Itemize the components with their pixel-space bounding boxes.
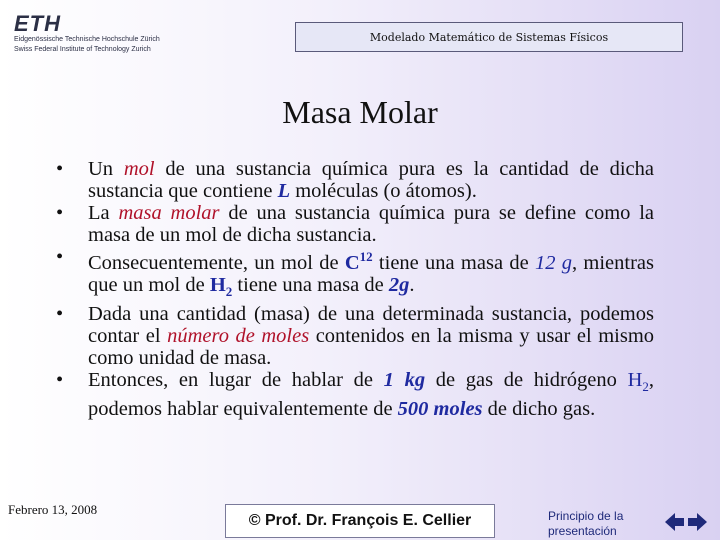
bullet-text: , podemos hablar equivalentemente de (88, 368, 654, 421)
amount-500-moles: 500 moles (397, 398, 483, 421)
slide-title: Masa Molar (282, 94, 438, 130)
term-numero-de-moles: número de moles (167, 324, 310, 347)
copyright-box (225, 504, 495, 538)
presentation-date: Febrero 13, 2008 (8, 502, 98, 517)
start-of-presentation-link[interactable]: Principio de la presentación (548, 509, 624, 538)
mass-2g: 2g (388, 273, 410, 296)
bullet-molar-mass-definition (56, 202, 654, 246)
hydrogen-subscript: 2 (225, 283, 233, 299)
hydrogen-symbol: H (627, 368, 643, 391)
term-avogadro-L: L (277, 180, 291, 202)
course-title-box (295, 22, 683, 52)
bullet-text: tiene una masa de (372, 251, 535, 274)
carbon-symbol: C (344, 251, 360, 274)
bullet-text: . (409, 273, 415, 296)
bullet-text: La (88, 202, 119, 224)
copyright-text: © Prof. Dr. François E. Cellier (248, 512, 472, 529)
mass-1kg: 1 kg (383, 368, 426, 391)
bullet-number-of-moles (56, 303, 654, 369)
bullet-marker: • (56, 202, 64, 224)
bullet-text: Entonces, en lugar de hablar de (88, 368, 384, 391)
eth-logo-line-german: Eidgenössische Technische Hochschule Zürich (14, 36, 160, 43)
eth-logo-mark: ETH (14, 11, 61, 36)
eth-logo-line-english: Swiss Federal Institute of Technology Zurich (14, 46, 151, 53)
bullet-hydrogen-example (56, 369, 654, 420)
bullet-text: , mientras que un mol de (88, 251, 654, 296)
term-masa-molar: masa molar (118, 202, 220, 224)
bullet-text: tiene una masa de (232, 273, 389, 296)
carbon-isotope: 12 (359, 249, 373, 264)
bullet-text: Un (88, 158, 124, 180)
bullet-list (56, 158, 654, 420)
bullet-text: de una sustancia química pura es la cantidad de dicha sustancia que contiene (88, 158, 654, 202)
bullet-text: Consecuentemente, un mol de (88, 251, 345, 274)
bullet-marker: • (56, 368, 64, 391)
bullet-text: de una sustancia química pura se define como la masa de un mol de dicha sustancia. (88, 202, 655, 246)
hydrogen-symbol: H (209, 273, 226, 296)
bullet-text: de dicho gas. (482, 398, 596, 421)
course-title: Modelado Matemático de Sistemas Físicos (369, 30, 609, 44)
bullet-text: contenidos en la misma y usar el mismo como unidad de masa. (88, 324, 655, 369)
bullet-text: Dada una cantidad (masa) de una determinada sustancia, podemos contar el (88, 302, 654, 347)
term-mol: mol (123, 158, 155, 180)
bullet-marker: • (56, 302, 64, 325)
hydrogen-subscript: 2 (642, 379, 649, 395)
bullet-mol-definition (56, 158, 654, 202)
bullet-text: de gas de hidrógeno (425, 368, 628, 391)
bullet-marker: • (56, 158, 64, 180)
back-forward-arrows-icon[interactable] (664, 509, 708, 535)
eth-logo (14, 13, 189, 55)
bullet-text: moléculas (o átomos). (290, 180, 477, 202)
bullet-carbon-hydrogen-example (56, 246, 654, 303)
mass-12g: 12 g (534, 251, 572, 274)
bullet-marker: • (56, 246, 64, 268)
